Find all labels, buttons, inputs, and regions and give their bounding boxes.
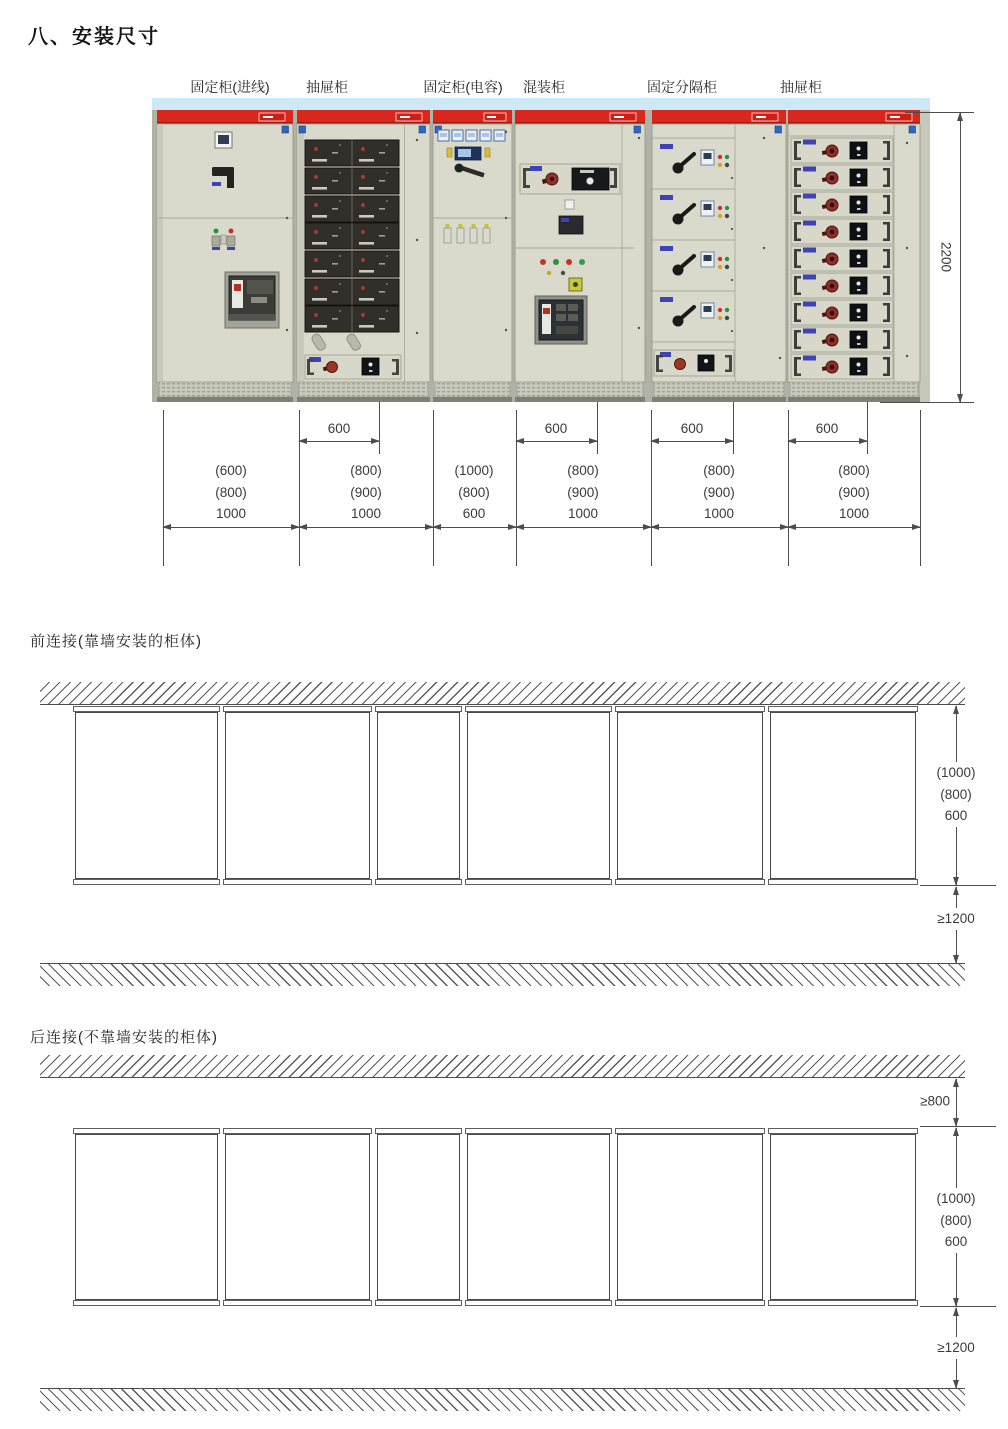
meter-row (438, 130, 505, 141)
dim-arrow-width (433, 527, 516, 528)
plan-cabinet (225, 712, 370, 879)
dim-arrow-600 (651, 441, 733, 442)
extension-line (516, 410, 517, 566)
page-title: 八、安装尺寸 (28, 26, 160, 48)
front-connection-title: 前连接(靠墙安装的柜体) (30, 633, 202, 650)
width-stack-5: (800) (900) 1000 (699, 460, 739, 525)
bottom-drawer-unit (654, 350, 734, 376)
dim-arrow-wall-gap (956, 1079, 957, 1126)
corner-marker (775, 126, 782, 133)
plan-cabinet (75, 1134, 218, 1300)
tick-line (867, 402, 868, 454)
width-stack-6: (800) (900) 1000 (834, 460, 874, 525)
cabinet-label-fixed-incoming: 固定柜(进线) (190, 79, 270, 95)
plan-cabinet-bottom (768, 879, 918, 885)
plan-cabinet (617, 1134, 763, 1300)
extension-line (651, 410, 652, 566)
cabinet-drawer-1 (297, 110, 430, 402)
tick-line (379, 402, 380, 454)
dim-arrow-width (163, 527, 299, 528)
sky-band (152, 98, 930, 110)
indicator-light-red (229, 229, 234, 234)
corner-marker (909, 126, 916, 133)
dim-arrow-600 (788, 441, 867, 442)
dim-text-2200: 2200 (938, 241, 954, 273)
drawer-grid (305, 140, 399, 332)
floor-hatch (40, 963, 965, 986)
corner-marker (419, 126, 426, 133)
extension-line (433, 410, 434, 566)
floor-hatch (40, 1388, 965, 1411)
cabinet-mixed (515, 110, 645, 402)
breaker-window (535, 296, 587, 344)
plan-cabinet-bottom (465, 1300, 612, 1306)
cabinet-label-fixed-partition: 固定分隔柜 (647, 79, 717, 95)
cabinet-fixed-partition (652, 110, 786, 402)
vent-grille (517, 382, 643, 397)
cabinet-label-fixed-capacitor: 固定柜(电容) (423, 79, 503, 95)
cabinet-drawer-2 (788, 110, 920, 402)
aisle-dim-label: ≥1200 (933, 1337, 978, 1359)
vent-grille (654, 382, 784, 397)
extension-line (163, 410, 164, 566)
dim-arrow-width (788, 527, 920, 528)
dim-arrow-width (299, 527, 433, 528)
width-stack-1: (600) (800) 1000 (211, 460, 251, 525)
dim-text-600: 600 (327, 421, 351, 436)
dim-arrow-width (651, 527, 788, 528)
extension-line (788, 410, 789, 566)
cabinet-label-drawer-2: 抽屉柜 (780, 79, 822, 95)
plan-cabinet-bottom (73, 879, 220, 885)
cabinet-fixed-capacitor (433, 110, 512, 402)
cabinet-label-drawer-1: 抽屉柜 (306, 79, 348, 95)
drawer-rows (791, 138, 893, 379)
depth-stack: (1000) (800) 600 (932, 1188, 979, 1253)
cabinet-fixed-incoming (157, 110, 293, 402)
top-drawer-unit (520, 164, 620, 194)
plan-cabinet (467, 1134, 610, 1300)
wall-gap-label: ≥800 (920, 1093, 950, 1109)
bottom-drawer-unit (305, 355, 401, 379)
extension-line (299, 410, 300, 566)
aisle-dim-label: ≥1200 (933, 908, 978, 930)
tick-line (597, 402, 598, 454)
rear-connection-title: 后连接(不靠墙安装的柜体) (30, 1029, 218, 1046)
corner-marker (634, 126, 641, 133)
width-stack-2: (800) (900) 1000 (346, 460, 386, 525)
indicator-light-green (214, 229, 219, 234)
plan-cabinet (770, 712, 916, 879)
cabinet-label-mixed: 混装柜 (523, 79, 565, 95)
vent-grille (159, 382, 291, 397)
dim-arrow-width (516, 527, 651, 528)
plan-cabinet-bottom (615, 879, 765, 885)
plan-cabinet-bottom (465, 879, 612, 885)
plan-cabinet-bottom (375, 879, 462, 885)
plan-cabinet-bottom (375, 1300, 462, 1306)
tick-line (733, 402, 734, 454)
depth-stack: (1000) (800) 600 (932, 762, 979, 827)
vent-grille (299, 382, 428, 397)
dim-arrow-height (960, 113, 961, 402)
plan-cabinet-bottom (223, 1300, 372, 1306)
dim-text-600: 600 (815, 421, 839, 436)
extension-line (905, 112, 974, 113)
plan-cabinet (75, 712, 218, 879)
plan-cabinet (770, 1134, 916, 1300)
corner-marker (299, 126, 306, 133)
plan-cabinet-bottom (73, 1300, 220, 1306)
dim-arrow-600 (516, 441, 597, 442)
width-stack-3: (1000) (800) 600 (450, 460, 497, 525)
dim-text-600: 600 (680, 421, 704, 436)
wall-hatch (40, 1055, 965, 1078)
plan-cabinet (467, 712, 610, 879)
plan-cabinet-bottom (223, 879, 372, 885)
dim-arrow-600 (299, 441, 379, 442)
vent-grille (790, 382, 918, 397)
extension-line (920, 410, 921, 566)
width-stack-4: (800) (900) 1000 (563, 460, 603, 525)
plan-cabinet (225, 1134, 370, 1300)
wall-hatch (40, 682, 965, 705)
plan-cabinet-bottom (615, 1300, 765, 1306)
dim-text-600: 600 (544, 421, 568, 436)
vent-grille (435, 382, 510, 397)
plan-cabinet (377, 712, 460, 879)
plan-cabinet (377, 1134, 460, 1300)
plan-cabinet (617, 712, 763, 879)
plan-cabinet-bottom (768, 1300, 918, 1306)
switchgear-photo (152, 98, 930, 402)
end-side-panel (920, 110, 930, 402)
